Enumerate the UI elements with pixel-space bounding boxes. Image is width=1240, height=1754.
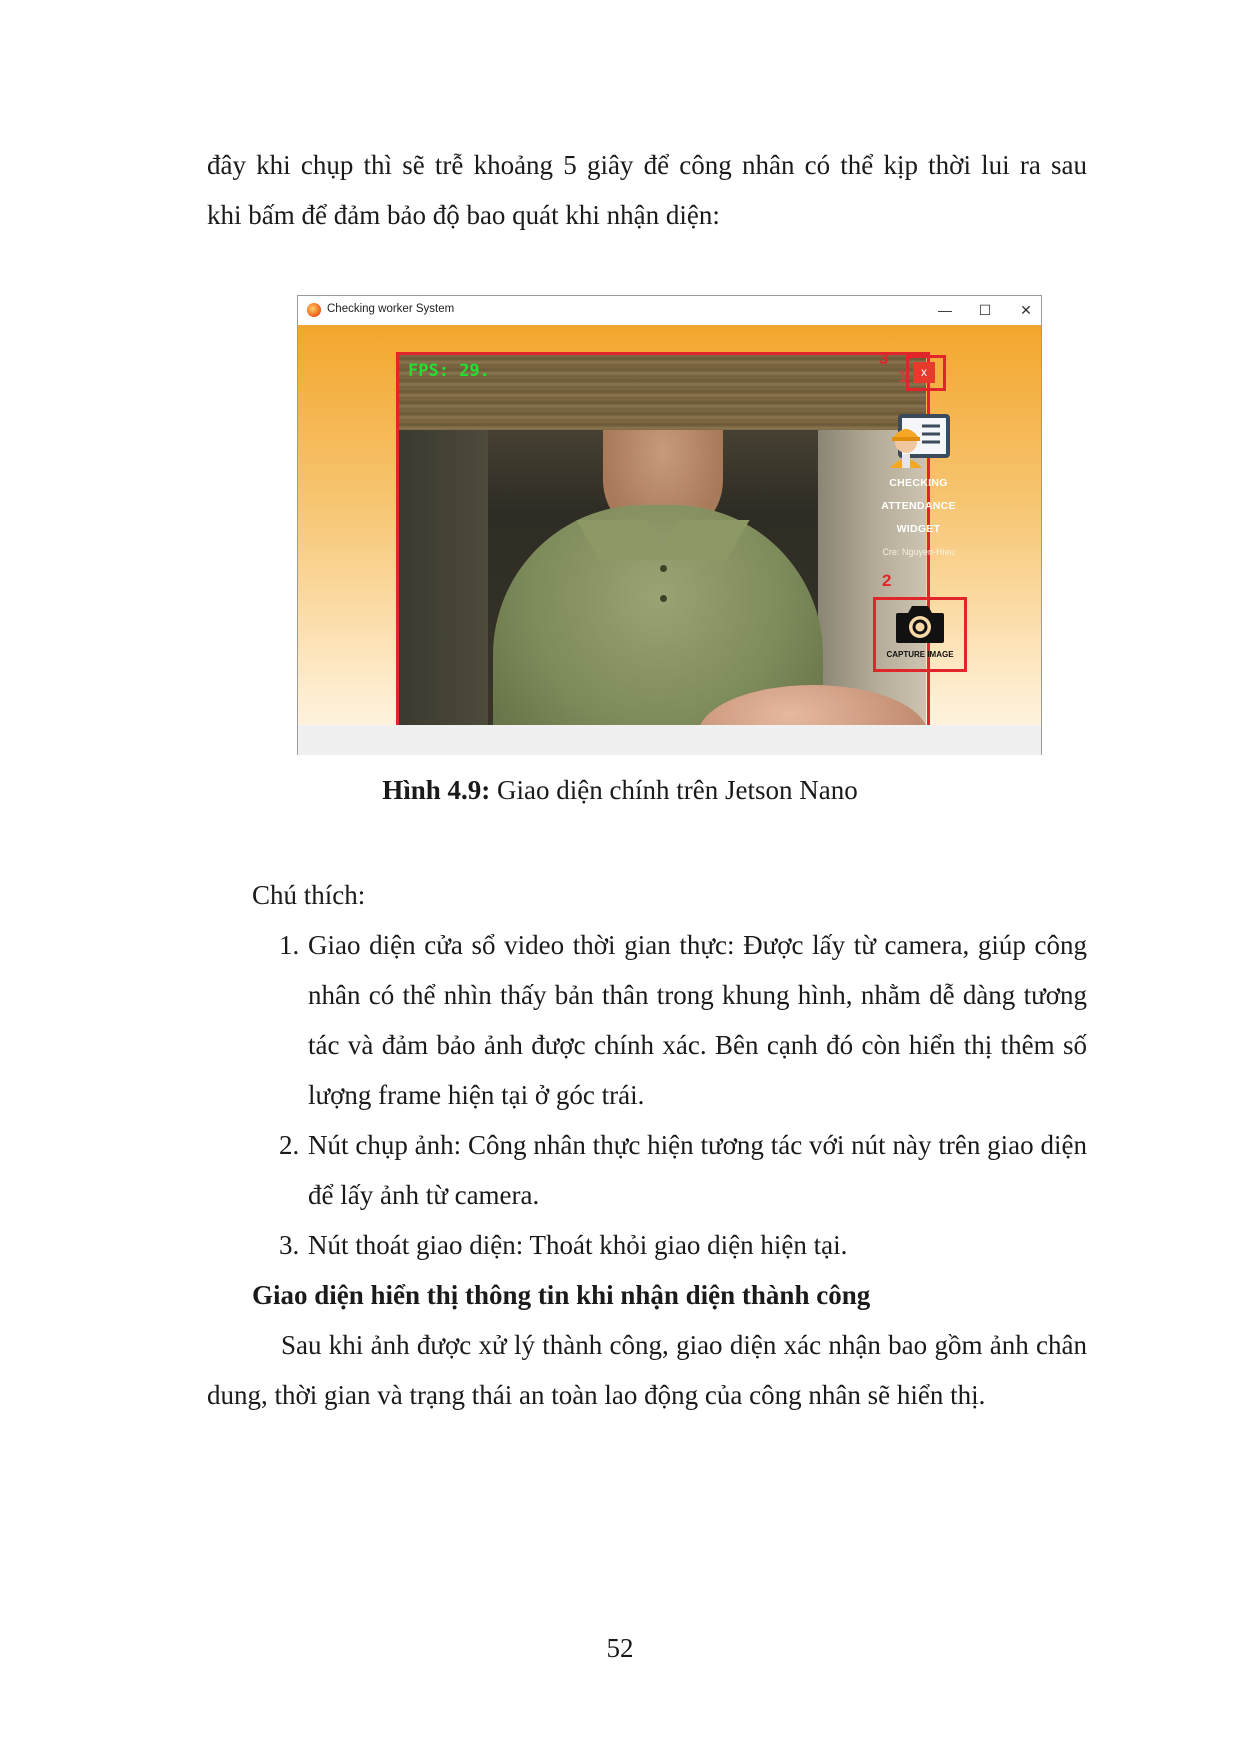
marker-1: 1 — [898, 367, 908, 386]
camera-icon — [894, 601, 946, 645]
minimize-button[interactable]: — — [938, 302, 952, 318]
app-screenshot — [297, 295, 1042, 755]
app-client-area — [298, 325, 1041, 725]
section-heading: Giao diện hiển thị thông tin khi nhận diện thành công — [252, 1280, 871, 1310]
list-item: 2. Nút chụp ảnh: Công nhân thực hiện tương tác với nút này trên giao diện để lấy ảnh từ camera. — [279, 1130, 1087, 1210]
app-logo-icon — [307, 303, 321, 317]
marker-3: 3 — [879, 349, 889, 368]
fps-counter: FPS: 29. — [408, 361, 490, 381]
video-highlight-box — [396, 352, 930, 752]
window-titlebar — [298, 296, 1041, 326]
list-item: 3. Nút thoát giao diện: Thoát khỏi giao diện hiện tại. — [279, 1230, 848, 1260]
window-title: Checking worker System — [327, 303, 455, 315]
widget-title: CHECKING ATTENDANCE WIDGET — [881, 477, 956, 535]
intro-line-2: khi bấm để đảm bảo độ bao quát khi nhận diện: — [207, 200, 720, 230]
figure-caption — [0, 770, 1240, 810]
section-paragraph: Sau khi ảnh được xử lý thành công, giao diện xác nhận bao gồm ảnh chân dung, thời gian và trạng thái an toàn lao động của công nhân sẽ hiển thị. — [207, 1330, 1087, 1410]
intro-paragraph — [207, 140, 1087, 240]
maximize-button[interactable]: ☐ — [978, 302, 992, 318]
capture-label: CAPTURE IMAGE — [886, 650, 954, 659]
exit-button[interactable]: x — [913, 362, 935, 383]
worker-badge-icon — [884, 410, 952, 470]
window-close-button[interactable]: ✕ — [1020, 302, 1032, 318]
notes-list — [207, 920, 1087, 1270]
notes-title: Chú thích: — [252, 880, 366, 910]
marker-2: 2 — [882, 571, 892, 590]
credit-text: Cre: Nguyen-Hieu — [882, 547, 955, 557]
list-item: 1. Giao diện cửa sổ video thời gian thực: Được lấy từ camera, giúp công nhân có thể nhìn thấy bản thân trong khung hình, nhằm dễ dàng tương tác và đảm bảo ảnh được chính xác. Bên cạnh đó còn hiển thị thêm số lượng frame hiện tại ở góc trái. — [279, 930, 1087, 1110]
intro-line-1: đây khi chụp thì sẽ trễ khoảng 5 giây để công nhân có thể kịp thời lui ra sau — [207, 150, 1087, 180]
page-number: 52 — [606, 1633, 634, 1663]
caption-label: Hình 4.9: — [382, 775, 491, 805]
caption-text: Giao diện chính trên Jetson Nano — [490, 775, 858, 805]
